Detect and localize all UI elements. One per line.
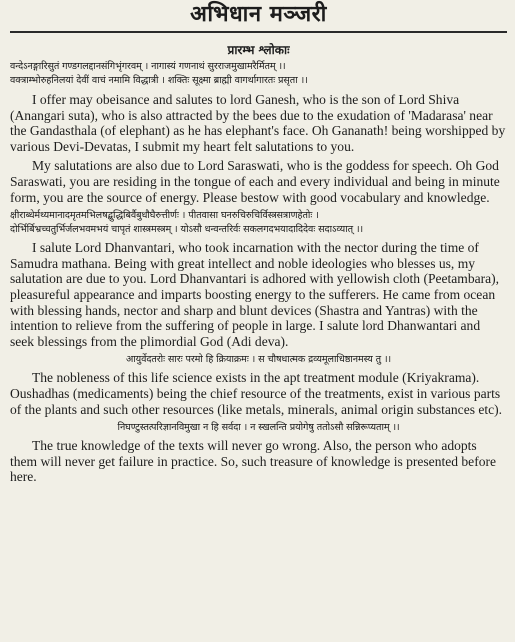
paragraph-dhanvantari: I salute Lord Dhanvantari, who took incarnation with the nector during the time of Samudra mathana. Being with great intellect and noble ideologies who blesses us, my salutation are due to you. Lord Dhanvantari is adhored with yellowish cloth (Peetambara), pleasureful appearance and imparts boosting energy to the sufferers. He came from ocean with blessing hands, nector and sharp and blunt devices (Shastra and Yantras) with the intention to relieve from the suffering of people in large. I salute lord Dhanwantari and seek blessings from the plimordial God (Adi deva). [10,240,500,349]
sloka-line: वक्त्राम्भोरुहनिलयां देवीं वाचं नमामि विद्धात्री । शक्तिः सूक्ष्मा ब्राह्मी वागर्थागारतः प्रसृता ।। [10,75,308,86]
nighantu-sloka [10,421,507,435]
paragraph-ganesh: I offer may obeisance and salutes to lord Ganesh, who is the son of Lord Shiva (Anangari suta), who is also attracted by the bees due to the exudation of 'Madarasa' near the Gandasthala (of elephant) as he has elephant's face. Oh Gananath! being worshipped by various Devi-Devatas, I submit my heart felt salutations to you. [10,92,506,154]
ayurveda-sloka [10,353,507,367]
paragraph-knowledge: The true knowledge of the texts will never go wrong. Also, the person who adopts them will never get failure in practice. So, such treasure of knowledge is presented before here. [10,438,497,485]
title-rule [10,31,507,33]
sloka-line: वन्देऽनङ्गारिसुतं गण्डगलद्दानसंगिभृंगरवम् । नागास्यं गणनाथं सुरराजमुखामरैर्मितम् ।। [10,61,286,72]
sloka-line: निघण्टुस्तत्परिज्ञानविमुखा न हि सर्वदा । न स्खलन्ति प्रयोगेषु ततोऽसौ सन्निरूप्यताम् ।। [117,422,400,434]
sloka-line: आयुर्वेदतरोः सारः परमो हि क्रियाक्रमः । स चौषधात्मक द्रव्यमूलाधिष्ठानमस्य तु ।। [125,354,392,366]
section-heading: प्रारम्भ श्लोकाः [227,43,290,57]
sloka-line: दोर्भिर्बिभ्रच्चतुर्भिर्जलभवमभयं चापृतं शास्त्रमस्त्रम् । योऽसौ धन्वन्तरिर्वः सकलगदभयादादिदेवः सदाऽव्यात् ।। [10,224,364,236]
paragraph-kriyakrama: The nobleness of this life science exists in the apt treatment module (Kriyakrama). Oushadhas (medicaments) being the chief resource of the treatments, exist in various parts of the plants and such other resources (like metals, minerals, animal origin substances etc). [10,370,503,417]
sloka-line: क्षीराब्धेर्मथ्यमानादमृतमभिलषद्बुद्धिबिर्वैबुधौघैरुत्तीर्णः । पीतवासा घनरुचिरुचिर्विस्त्रसत्राणहेतोः । [10,210,319,222]
paragraph-saraswati: My salutations are also due to Lord Saraswati, who is the goddess for speech. Oh God Saraswati, you are residing in the tongue of each and every individual and being in minute form, you are the source of energy. Please bestow with good vocabulary and knowledge. [10,158,500,205]
opening-sloka [10,60,507,88]
dhanvantari-sloka [10,209,507,237]
page-title: अभिधान मञ्जरी [190,2,327,27]
